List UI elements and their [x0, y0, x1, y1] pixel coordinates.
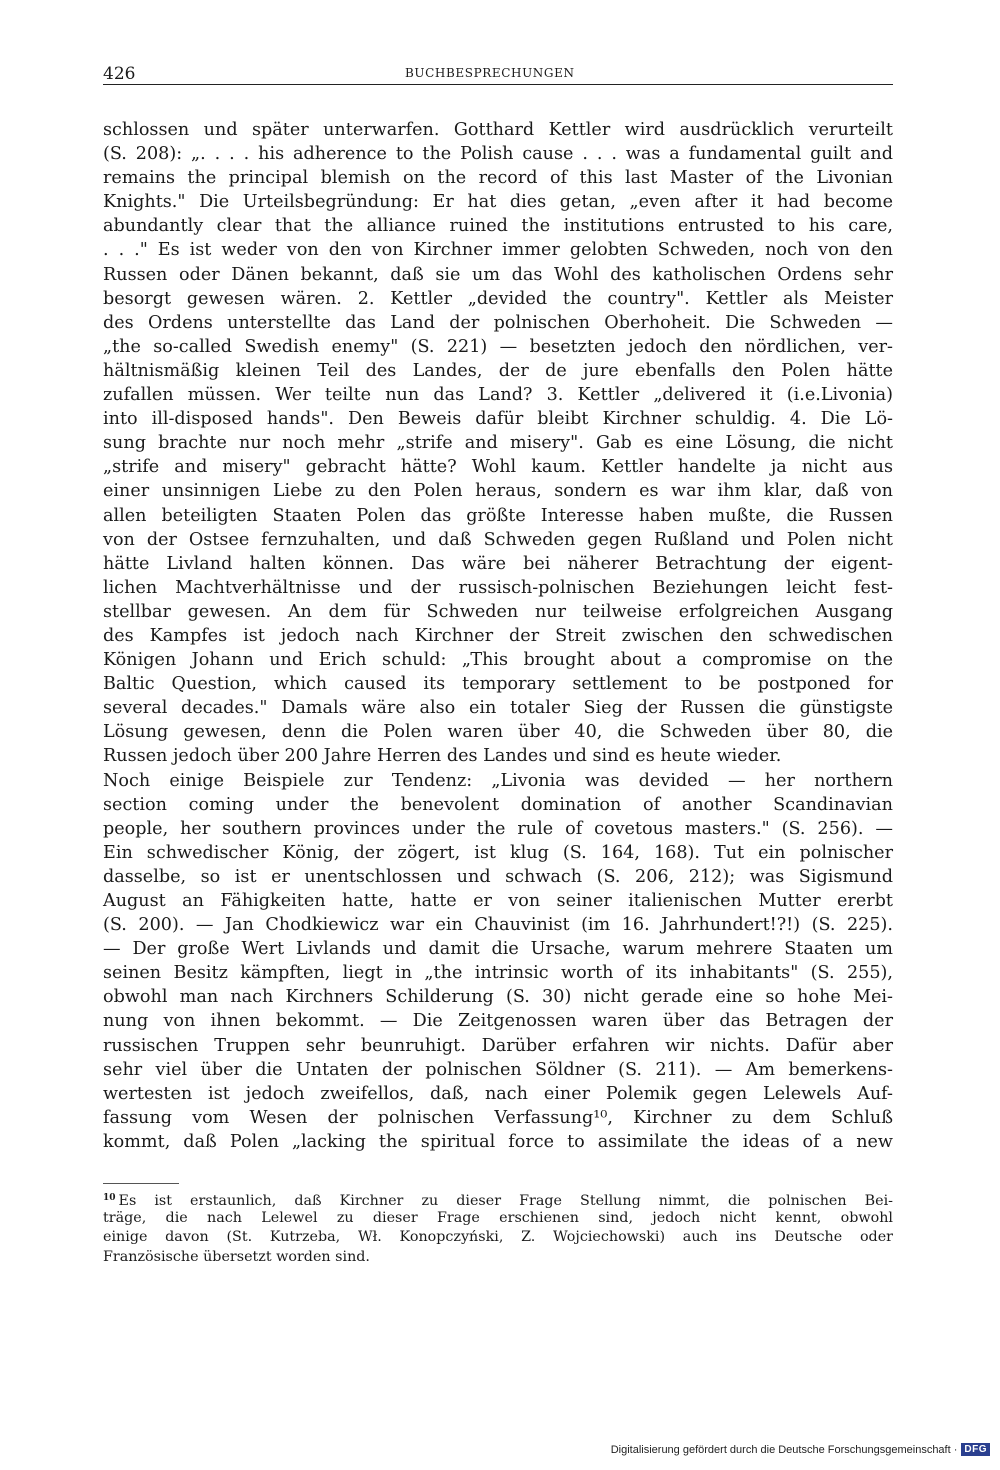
footnote-line: träge, die nach Lelewel zu dieser Frage erschienen sind, jedoch nicht kennt, obwohl: [103, 1209, 893, 1226]
text-line: section coming under the benevolent domination of another Scandinavian: [103, 794, 893, 815]
text-line: dasselbe, so ist er unentschlossen und schwach (S. 206, 212); was Sigismund: [103, 866, 893, 887]
text-line: into ill-disposed hands". Den Beweis dafür bleibt Kirchner schuldig. 4. Die Lö-: [103, 409, 893, 430]
text-line: hätte Livland halten können. Das wäre bei näherer Betrachtung der eigent-: [103, 553, 893, 574]
text-line: obwohl man nach Kirchners Schilderung (S. 30) nicht gerade eine so hohe Mei-: [103, 987, 893, 1008]
text-line: „strife and misery" gebracht hätte? Wohl kaum. Kettler handelte ja nicht aus: [103, 457, 893, 478]
text-line: August an Fähigkeiten hatte, hatte er von seiner italienischen Mutter ererbt: [103, 891, 893, 911]
text-line: zufallen müssen. Wer teilte nun das Land? 3. Kettler „delivered it (i.e.Livonia): [103, 385, 893, 406]
text-line: abundantly clear that the alliance ruined the institutions entrusted to his care,: [103, 216, 893, 237]
credit-text: Digitalisierung gefördert durch die Deutsche Forschungsgemeinschaft ·: [610, 1443, 958, 1456]
text-line: des Ordens unterstellte das Land der polnischen Oberhoheit. Die Schweden —: [103, 312, 893, 333]
text-line: stellbar gewesen. An dem für Schweden nur teilweise erfolgreichen Ausgang: [103, 601, 893, 622]
text-line: russischen Truppen sehr beunruhigt. Darüber erfahren wir nichts. Dafür aber: [103, 1035, 893, 1056]
text-line: wertesten ist jedoch zweifellos, daß, nach einer Polemik gegen Lelewels Auf-: [103, 1083, 893, 1104]
footnote-line: einige davon (St. Kutrzeba, Wł. Konopczyński, Z. Wojciechowski) auch ins Deutsche oder: [103, 1229, 893, 1246]
text-line: . . ." Es ist weder von den von Kirchner immer gelobten Schweden, noch von den: [103, 240, 893, 261]
text-line: Ein schwedischer König, der zögert, ist klug (S. 164, 168). Tut ein polnischer: [103, 842, 893, 863]
text-line: besorgt gewesen wären. 2. Kettler „devided the country". Kettler als Meister: [103, 288, 893, 309]
text-line: „the so-called Swedish enemy" (S. 221) — besetzten jedoch den nördlichen, ver-: [103, 336, 893, 357]
text-line: allen beteiligten Staaten Polen das größte Interesse haben mußte, die Russen: [103, 505, 893, 526]
page-header: [103, 62, 893, 85]
text-line: Knights." Die Urteilsbegründung: Er hat dies getan, „even after it had become: [103, 192, 893, 213]
footnote-text: Es ist erstaunlich, daß Kirchner zu dieser Frage Stellung nimmt, die polnischen Bei-: [118, 1193, 893, 1209]
text-line: sehr viel über die Untaten der polnischen Söldner (S. 211). — Am bemerkens-: [103, 1059, 893, 1080]
text-line: sung brachte nur noch mehr „strife and misery". Gab es eine Lösung, die nicht: [103, 433, 893, 454]
text-line: kommt, daß Polen „lacking the spiritual force to assimilate the ideas of a new: [103, 1131, 893, 1152]
page-number: 426: [103, 64, 136, 84]
text-line: Russen jedoch über 200 Jahre Herren des Landes und sind es heute wieder.: [103, 746, 782, 767]
text-line: several decades." Damals wäre also ein totaler Sieg der Russen die günstigste: [103, 698, 893, 719]
text-line: Königen Johann und Erich schuld: „This brought about a compromise on the: [103, 650, 893, 671]
text-line: lichen Machtverhältnisse und der russisch-polnischen Beziehungen leicht fest-: [103, 577, 893, 598]
footnote-line: Französische übersetzt worden sind.: [103, 1248, 370, 1265]
digitization-credit: [611, 1443, 990, 1456]
text-line: (S. 200). — Jan Chodkiewicz war ein Chauvinist (im 16. Jahrhundert!?!) (S. 225).: [103, 915, 893, 936]
text-line: des Kampfes ist jedoch nach Kirchner der Streit zwischen den schwedischen: [103, 625, 893, 646]
text-line: people, her southern provinces under the rule of covetous masters." (S. 256). —: [103, 818, 893, 839]
running-title: BUCHBESPRECHUNGEN: [405, 66, 575, 80]
text-line: Noch einige Beispiele zur Tendenz: „Livonia was devided — her northern: [103, 770, 893, 791]
text-line: seinen Besitz kämpften, liegt in „the intrinsic worth of its inhabitants" (S. 255),: [103, 963, 893, 984]
text-line: Baltic Question, which caused its temporary settlement to be postponed for: [103, 674, 893, 695]
text-line: hältnismäßig kleinen Teil des Landes, der de jure ebenfalls den Polen hätte: [103, 360, 893, 381]
text-line: fassung vom Wesen der polnischen Verfassung¹⁰, Kirchner zu dem Schluß: [103, 1107, 893, 1128]
text-line: Russen oder Dänen bekannt, daß sie um das Wohl des katholischen Ordens sehr: [103, 264, 893, 285]
text-line: von der Ostsee fernzuhalten, und daß Schweden gegen Rußland und Polen nicht: [103, 529, 893, 550]
dfg-logo: DFG: [961, 1443, 990, 1456]
text-line: schlossen und später unterwarfen. Gotthard Kettler wird ausdrücklich verurteilt: [103, 120, 893, 140]
text-line: nung von ihnen bekommt. — Die Zeitgenossen waren über das Betragen der: [103, 1011, 893, 1032]
footnote-marker: 10: [103, 1193, 116, 1203]
text-line: remains the principal blemish on the record of this last Master of the Livonian: [103, 168, 893, 189]
text-line: Lösung gewesen, denn die Polen waren über 40, die Schweden über 80, die: [103, 722, 893, 743]
text-line: — Der große Wert Livlands und damit die Ursache, warum mehrere Staaten um: [103, 939, 893, 960]
body-text: [103, 118, 893, 1154]
text-line: einer unsinnigen Liebe zu den Polen heraus, sondern es war ihm klar, daß von: [103, 481, 893, 502]
footnote-line: [103, 1189, 893, 1209]
footnote-divider: [103, 1183, 179, 1184]
footnote: [103, 1189, 893, 1267]
text-line: (S. 208): „. . . . his adherence to the Polish cause . . . was a fundamental guilt and: [103, 144, 893, 165]
